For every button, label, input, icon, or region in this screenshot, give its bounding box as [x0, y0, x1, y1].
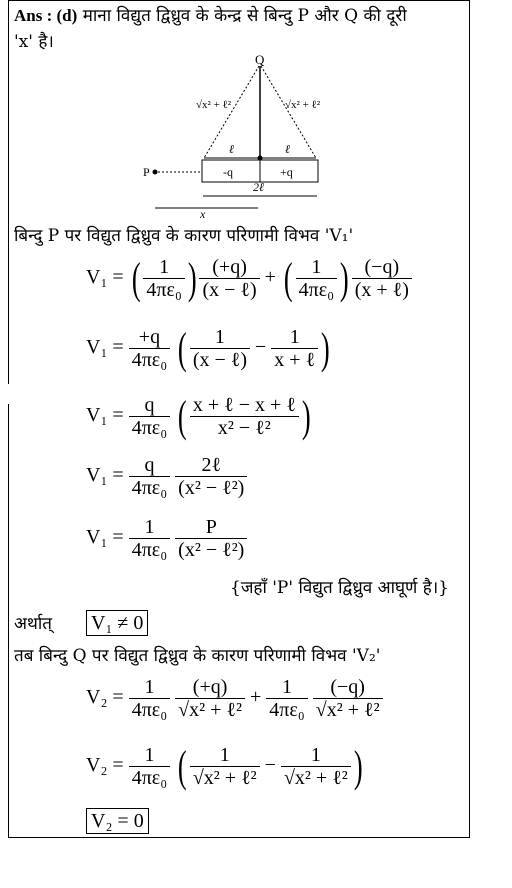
eq4-num-2: 2ℓ: [201, 454, 222, 476]
charge-neg-label: -q: [223, 165, 233, 179]
eq5-frac-2: [175, 516, 247, 561]
eq7-lhs: V₂ =: [86, 754, 124, 777]
eq1-den-4: (x + ℓ): [352, 278, 412, 301]
eq6-den-2: √x² + ℓ²: [175, 698, 245, 721]
eq1-den-1: 4πε₀: [143, 278, 184, 301]
eq6-frac-4: [313, 676, 383, 721]
slant-left-label: √x² + ℓ²: [196, 99, 232, 111]
eq7-frac-2: [190, 744, 260, 789]
eq7-den-2: √x² + ℓ²: [190, 766, 260, 789]
eq3-frac-1: [129, 394, 170, 439]
result-box-v2: V₂ = 0: [86, 808, 149, 834]
eq2-lhs: V₁ =: [86, 336, 124, 359]
arthat-label: अर्थात्: [14, 614, 52, 634]
eq5-den-2: (x² − ℓ²): [175, 538, 247, 561]
eq3-num-2: x + ℓ − x + ℓ: [192, 394, 296, 416]
eq3-lparen: (: [178, 391, 187, 441]
eq4-num-1: q: [144, 454, 155, 476]
eq1-num-4: (−q): [364, 256, 400, 278]
eq2-num-3: 1: [289, 326, 300, 348]
frame-gap: [7, 384, 10, 404]
eq7-rparen: ): [353, 741, 363, 791]
eq1-frac-2: [199, 256, 259, 301]
length-label: 2ℓ: [253, 180, 264, 194]
eq2-den-3: x + ℓ: [271, 348, 318, 371]
equation-6: [86, 676, 383, 721]
eq2-frac-3: [271, 326, 318, 371]
eq3-den-2: x² − ℓ²: [190, 416, 299, 439]
eq1-plus: +: [264, 266, 276, 289]
eq6-den-1: 4πε₀: [129, 698, 170, 721]
moment-note: {जहाँ 'P' विद्युत द्विध्रुव आघूर्ण है।}: [230, 578, 450, 598]
charge-pos-label: +q: [280, 165, 293, 179]
eq1-lhs: V₁ =: [86, 266, 124, 289]
eq3-rparen: ): [301, 391, 311, 441]
slant-right-label: √x² + ℓ²: [285, 99, 321, 111]
eq1-lparen-2: (: [283, 253, 293, 303]
half-right-label: ℓ: [285, 142, 290, 156]
eq6-frac-1: [129, 676, 170, 721]
eq5-lhs: V₁ =: [86, 526, 124, 549]
eq1-rparen-1: ): [187, 253, 197, 303]
eq4-den-2: (x² − ℓ²): [175, 476, 247, 499]
equation-7: [86, 741, 365, 791]
eq2-num-2: 1: [214, 326, 225, 348]
section2-text: तब बिन्दु Q पर विद्युत द्विध्रुव के कारण परिणामी विभव 'V₂': [14, 646, 381, 666]
eq5-num-1: 1: [144, 516, 155, 538]
equation-4: [86, 454, 247, 499]
eq7-lparen: (: [178, 741, 187, 791]
eq7-num-2: 1: [219, 744, 230, 766]
eq7-frac-1: [129, 744, 170, 789]
eq2-rparen: ): [321, 323, 330, 373]
eq1-lparen-1: (: [131, 253, 141, 303]
section1-text: बिन्दु P पर विद्युत द्विध्रुव के कारण परिणामी विभव 'V₁': [14, 226, 354, 246]
eq3-frac-2: [190, 394, 299, 439]
eq1-frac-4: [352, 256, 412, 301]
eq3-num-1: q: [144, 394, 155, 416]
eq7-frac-3: [281, 744, 351, 789]
eq1-num-2: (+q): [212, 256, 247, 278]
heading-line-1: माना विद्युत द्विध्रुव के केन्द्र से बिन्दु P और Q की दूरी: [82, 6, 407, 26]
eq1-frac-1: [143, 256, 184, 301]
equation-3: [86, 391, 313, 441]
eq1-den-3: 4πε₀: [296, 278, 337, 301]
eq7-minus: −: [264, 754, 276, 777]
eq2-den-1: 4πε₀: [129, 348, 170, 371]
eq7-num-1: 1: [144, 744, 155, 766]
result-box-v1: V₁ ≠ 0: [86, 610, 148, 636]
eq1-rparen-2: ): [340, 253, 349, 303]
heading-line-2: 'x' है।: [14, 32, 54, 52]
eq6-plus: +: [250, 686, 262, 709]
eq4-den-1: 4πε₀: [129, 476, 170, 499]
eq7-den-3: √x² + ℓ²: [281, 766, 351, 789]
eq2-frac-1: [129, 326, 170, 371]
eq4-frac-1: [129, 454, 170, 499]
eq6-num-2: (+q): [192, 676, 228, 698]
eq5-frac-1: [129, 516, 170, 561]
eq6-num-4: (−q): [330, 676, 365, 698]
eq6-den-4: √x² + ℓ²: [313, 698, 383, 721]
point-p-dot: [153, 170, 158, 175]
eq5-num-2: P: [205, 516, 217, 538]
eq6-frac-3: [266, 676, 307, 721]
eq1-den-2: (x − ℓ): [199, 278, 259, 301]
eq1-num-3: 1: [311, 256, 322, 278]
eq6-num-3: 1: [282, 676, 293, 698]
eq6-lhs: V₂ =: [86, 686, 124, 709]
eq6-den-3: 4πε₀: [266, 698, 307, 721]
eq4-lhs: V₁ =: [86, 464, 124, 487]
point-p-label: P: [143, 165, 150, 179]
eq2-num-1: +q: [138, 326, 161, 348]
eq2-lparen: (: [178, 323, 187, 373]
equation-5: [86, 516, 247, 561]
eq4-frac-2: [175, 454, 247, 499]
eq3-lhs: V₁ =: [86, 404, 124, 427]
half-left-label: ℓ: [229, 142, 234, 156]
eq2-minus: −: [255, 336, 267, 359]
eq7-num-3: 1: [310, 744, 321, 766]
distance-label: x: [200, 207, 206, 221]
eq3-den-1: 4πε₀: [129, 416, 170, 439]
answer-label: Ans : (d): [14, 6, 78, 25]
eq1-num-1: 1: [159, 256, 170, 278]
point-q-label: Q: [255, 52, 265, 67]
eq2-den-2: (x − ℓ): [190, 348, 250, 371]
eq1-frac-3: [296, 256, 337, 301]
answer-heading: [14, 6, 407, 26]
equation-2: [86, 323, 333, 373]
eq6-frac-2: [175, 676, 245, 721]
eq7-den-1: 4πε₀: [129, 766, 170, 789]
equation-1: [86, 253, 412, 303]
eq5-den-1: 4πε₀: [129, 538, 170, 561]
eq6-num-1: 1: [144, 676, 155, 698]
eq2-frac-2: [190, 326, 250, 371]
